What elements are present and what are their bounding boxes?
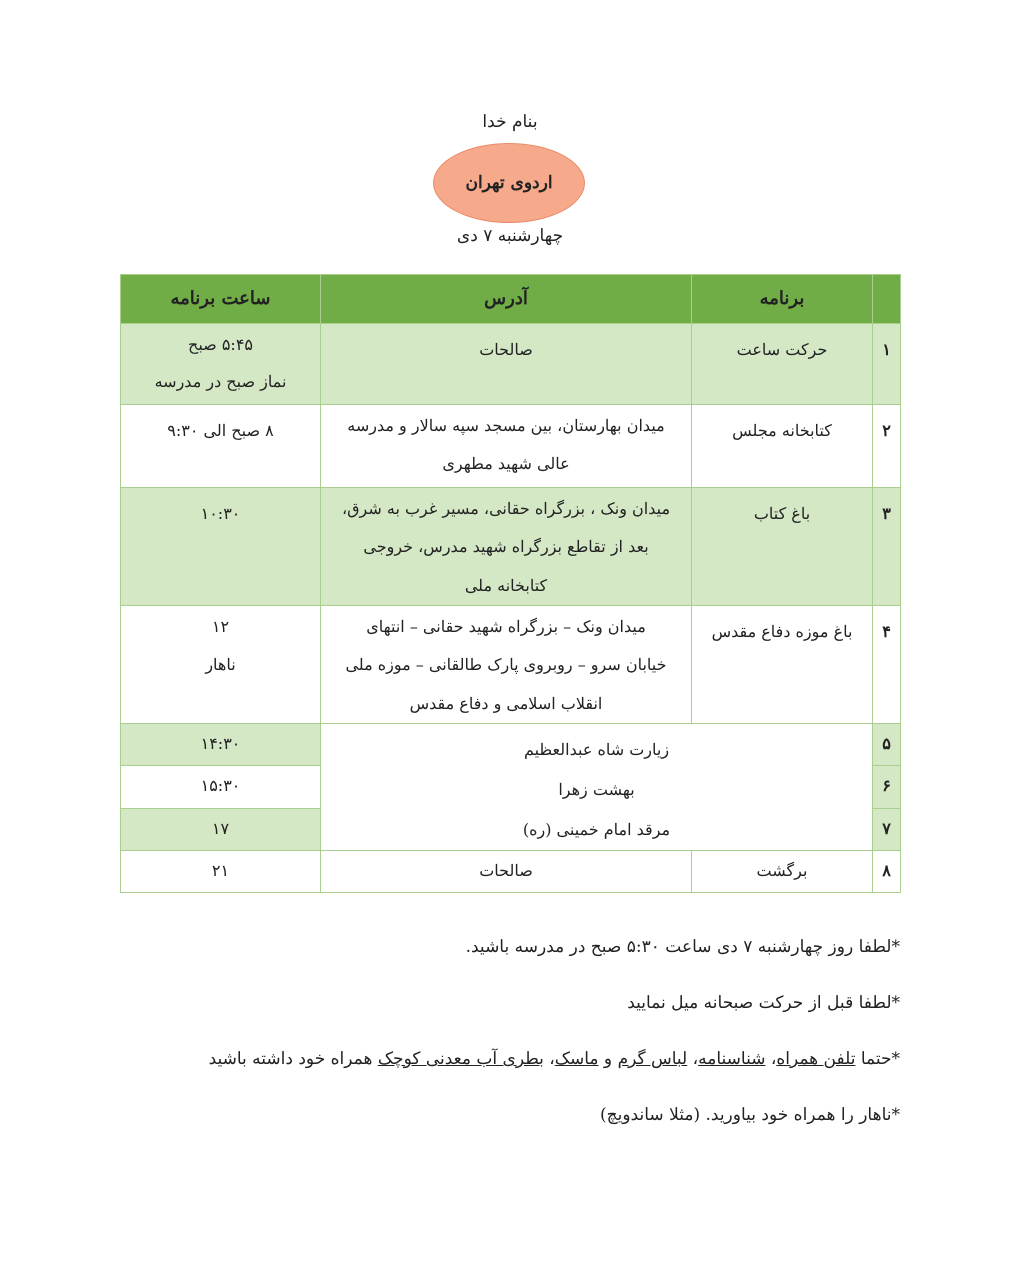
table-row xyxy=(121,851,901,893)
address-line: عالی شهید مطهری xyxy=(442,454,570,473)
place-item: زیارت شاه عبدالعظیم xyxy=(523,740,670,759)
row-address xyxy=(321,488,692,606)
header-program: برنامه xyxy=(692,275,873,324)
table-row xyxy=(121,724,901,766)
row-time: ۸ صبح الی ۹:۳۰ xyxy=(121,405,321,488)
basmala: بنام خدا xyxy=(482,112,538,132)
header-address: آدرس xyxy=(321,275,692,324)
schedule-table xyxy=(120,274,901,893)
merged-places xyxy=(321,724,873,851)
row-number: ۳ xyxy=(873,488,901,606)
row-time xyxy=(121,324,321,405)
row-time: ۱۵:۳۰ xyxy=(121,766,321,808)
row-number: ۸ xyxy=(873,851,901,893)
address-line: میدان ونک ، بزرگراه حقانی، مسیر غرب به شرق، xyxy=(341,499,671,518)
table-row xyxy=(121,606,901,724)
item-id-card: شناسنامه xyxy=(698,1049,766,1069)
note-3-suffix: همراه خود داشته باشید xyxy=(208,1049,378,1069)
item-water-bottle: بطری آب معدنی کوچک xyxy=(377,1049,544,1069)
row-address: صالحات xyxy=(321,851,692,893)
date-line: چهارشنبه ۷ دی xyxy=(456,226,564,246)
note-4: *ناهار را همراه خود بیاورید. (مثلا ساندویچ) xyxy=(600,1105,900,1125)
row-program: برگشت xyxy=(692,851,873,893)
table-header-row xyxy=(121,275,901,324)
row-program: حرکت ساعت xyxy=(692,324,873,405)
separator: ، xyxy=(687,1049,699,1069)
address-line: میدان ونک – بزرگراه شهید حقانی – انتهای xyxy=(366,617,646,636)
row-time: ۱۴:۳۰ xyxy=(121,724,321,766)
table-row xyxy=(121,405,901,488)
page-title: اردوی تهران xyxy=(465,173,553,193)
time-note: نماز صبح در مدرسه xyxy=(154,372,287,391)
address-line: بعد از تقاطع بزرگراه شهید مدرس، خروجی xyxy=(363,537,649,556)
row-address: صالحات xyxy=(321,324,692,405)
note-1: *لطفا روز چهارشنبه ۷ دی ساعت ۵:۳۰ صبح در مدرسه باشید. xyxy=(465,937,900,957)
row-program: باغ موزه دفاع مقدس xyxy=(692,606,873,724)
note-2: *لطفا قبل از حرکت صبحانه میل نمایید xyxy=(627,993,900,1013)
header-num xyxy=(873,275,901,324)
item-phone: تلفن همراه xyxy=(776,1049,856,1069)
table-row xyxy=(121,488,901,606)
time-note: ناهار xyxy=(205,655,236,674)
item-mask: ماسک xyxy=(554,1049,599,1069)
row-time: ۱۰:۳۰ xyxy=(121,488,321,606)
row-address xyxy=(321,606,692,724)
row-time: ۲۱ xyxy=(121,851,321,893)
row-time xyxy=(121,606,321,724)
row-number: ۵ xyxy=(873,724,901,766)
table-row xyxy=(121,324,901,405)
place-item: مرقد امام خمینی (ره) xyxy=(522,820,671,839)
notes-section xyxy=(120,932,900,1156)
separator: ، xyxy=(765,1049,777,1069)
address-line: کتابخانه ملی xyxy=(464,576,548,595)
note-3-prefix: *حتما xyxy=(855,1049,900,1069)
row-program: باغ کتاب xyxy=(692,488,873,606)
time-line: ۵:۴۵ صبح xyxy=(188,335,253,354)
row-number: ۱ xyxy=(873,324,901,405)
note-3 xyxy=(120,1044,900,1100)
item-warm-clothes: لباس گرم xyxy=(617,1049,688,1069)
header-time: ساعت برنامه xyxy=(121,275,321,324)
row-number: ۲ xyxy=(873,405,901,488)
address-line: انقلاب اسلامی و دفاع مقدس xyxy=(409,694,603,713)
place-item: بهشت زهرا xyxy=(558,780,635,799)
row-number: ۴ xyxy=(873,606,901,724)
address-line: خیابان سرو – روبروی پارک طالقانی – موزه ملی xyxy=(345,655,667,674)
separator: و xyxy=(598,1049,618,1069)
separator: ، xyxy=(543,1049,555,1069)
row-time: ۱۷ xyxy=(121,808,321,850)
row-number: ۷ xyxy=(873,808,901,850)
row-program: کتابخانه مجلس xyxy=(692,405,873,488)
title-oval xyxy=(433,143,585,223)
address-line: میدان بهارستان، بین مسجد سپه سالار و مدرسه xyxy=(347,416,665,435)
row-address xyxy=(321,405,692,488)
time-line: ۱۲ xyxy=(211,617,230,636)
row-number: ۶ xyxy=(873,766,901,808)
